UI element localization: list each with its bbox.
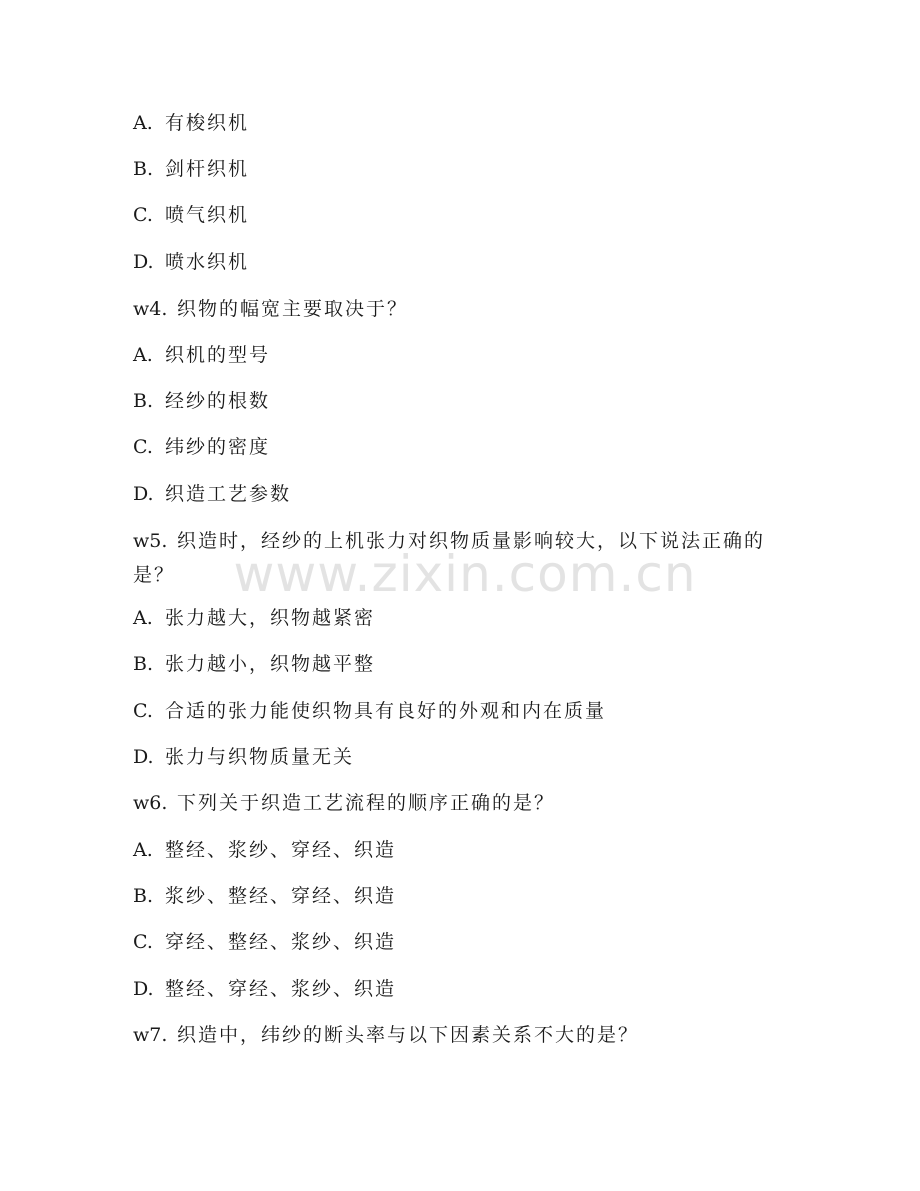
option-marker: C. bbox=[133, 700, 153, 722]
option-c bbox=[133, 694, 793, 728]
option-text: 整经、浆纱、穿经、织造 bbox=[165, 839, 397, 861]
question-number: w7. bbox=[133, 1024, 168, 1046]
question-number: w5. bbox=[133, 530, 168, 552]
question-w4 bbox=[133, 292, 793, 326]
option-text: 织机的型号 bbox=[165, 344, 271, 366]
option-marker: D. bbox=[133, 251, 154, 273]
option-text: 整经、穿经、浆纱、织造 bbox=[165, 978, 397, 1000]
option-d bbox=[133, 245, 793, 279]
option-c bbox=[133, 198, 793, 232]
option-marker: C. bbox=[133, 204, 153, 226]
option-text: 合适的张力能使织物具有良好的外观和内在质量 bbox=[165, 700, 607, 722]
question-text: 织造中，纬纱的断头率与以下因素关系不大的是？ bbox=[177, 1024, 640, 1046]
watermark: www.zixin.com.cn bbox=[233, 545, 697, 603]
option-d bbox=[133, 740, 793, 774]
option-a bbox=[133, 833, 793, 867]
option-text: 张力与织物质量无关 bbox=[165, 746, 355, 768]
question-w6 bbox=[133, 786, 793, 820]
option-marker: A. bbox=[133, 344, 153, 366]
option-marker: B. bbox=[133, 653, 154, 675]
option-text: 张力越大，织物越紧密 bbox=[165, 607, 376, 629]
option-marker: C. bbox=[133, 436, 153, 458]
option-marker: B. bbox=[133, 390, 154, 412]
option-b bbox=[133, 152, 793, 186]
option-text: 穿经、整经、浆纱、织造 bbox=[165, 931, 397, 953]
option-marker: A. bbox=[133, 112, 153, 134]
option-marker: D. bbox=[133, 483, 154, 505]
option-text: 经纱的根数 bbox=[165, 390, 271, 412]
option-marker: A. bbox=[133, 839, 153, 861]
option-a bbox=[133, 601, 793, 635]
option-b bbox=[133, 384, 793, 418]
option-marker: B. bbox=[133, 885, 154, 907]
option-d bbox=[133, 972, 793, 1006]
option-text: 织造工艺参数 bbox=[165, 483, 292, 505]
option-text: 喷气织机 bbox=[165, 204, 250, 226]
option-text: 浆纱、整经、穿经、织造 bbox=[165, 885, 397, 907]
option-text: 剑杆织机 bbox=[165, 158, 250, 180]
option-b bbox=[133, 647, 793, 681]
option-d bbox=[133, 477, 793, 511]
option-c bbox=[133, 925, 793, 959]
question-w7 bbox=[133, 1018, 793, 1052]
question-text: 织造时，经纱的上机张力对织物质量影响较大，以下说法正确的是？ bbox=[133, 530, 766, 586]
option-text: 张力越小，织物越平整 bbox=[165, 653, 376, 675]
option-a bbox=[133, 106, 793, 140]
option-marker: A. bbox=[133, 607, 153, 629]
option-text: 喷水织机 bbox=[165, 251, 250, 273]
option-b bbox=[133, 879, 793, 913]
option-marker: C. bbox=[133, 931, 153, 953]
option-text: 有梭织机 bbox=[165, 112, 250, 134]
option-marker: D. bbox=[133, 746, 154, 768]
option-a bbox=[133, 338, 793, 372]
question-text: 下列关于织造工艺流程的顺序正确的是？ bbox=[177, 792, 556, 814]
question-number: w4. bbox=[133, 298, 168, 320]
option-marker: D. bbox=[133, 978, 154, 1000]
question-w5 bbox=[133, 524, 788, 592]
option-text: 纬纱的密度 bbox=[165, 436, 271, 458]
option-c bbox=[133, 430, 793, 464]
option-marker: B. bbox=[133, 158, 154, 180]
question-number: w6. bbox=[133, 792, 168, 814]
question-text: 织物的幅宽主要取决于？ bbox=[177, 298, 409, 320]
